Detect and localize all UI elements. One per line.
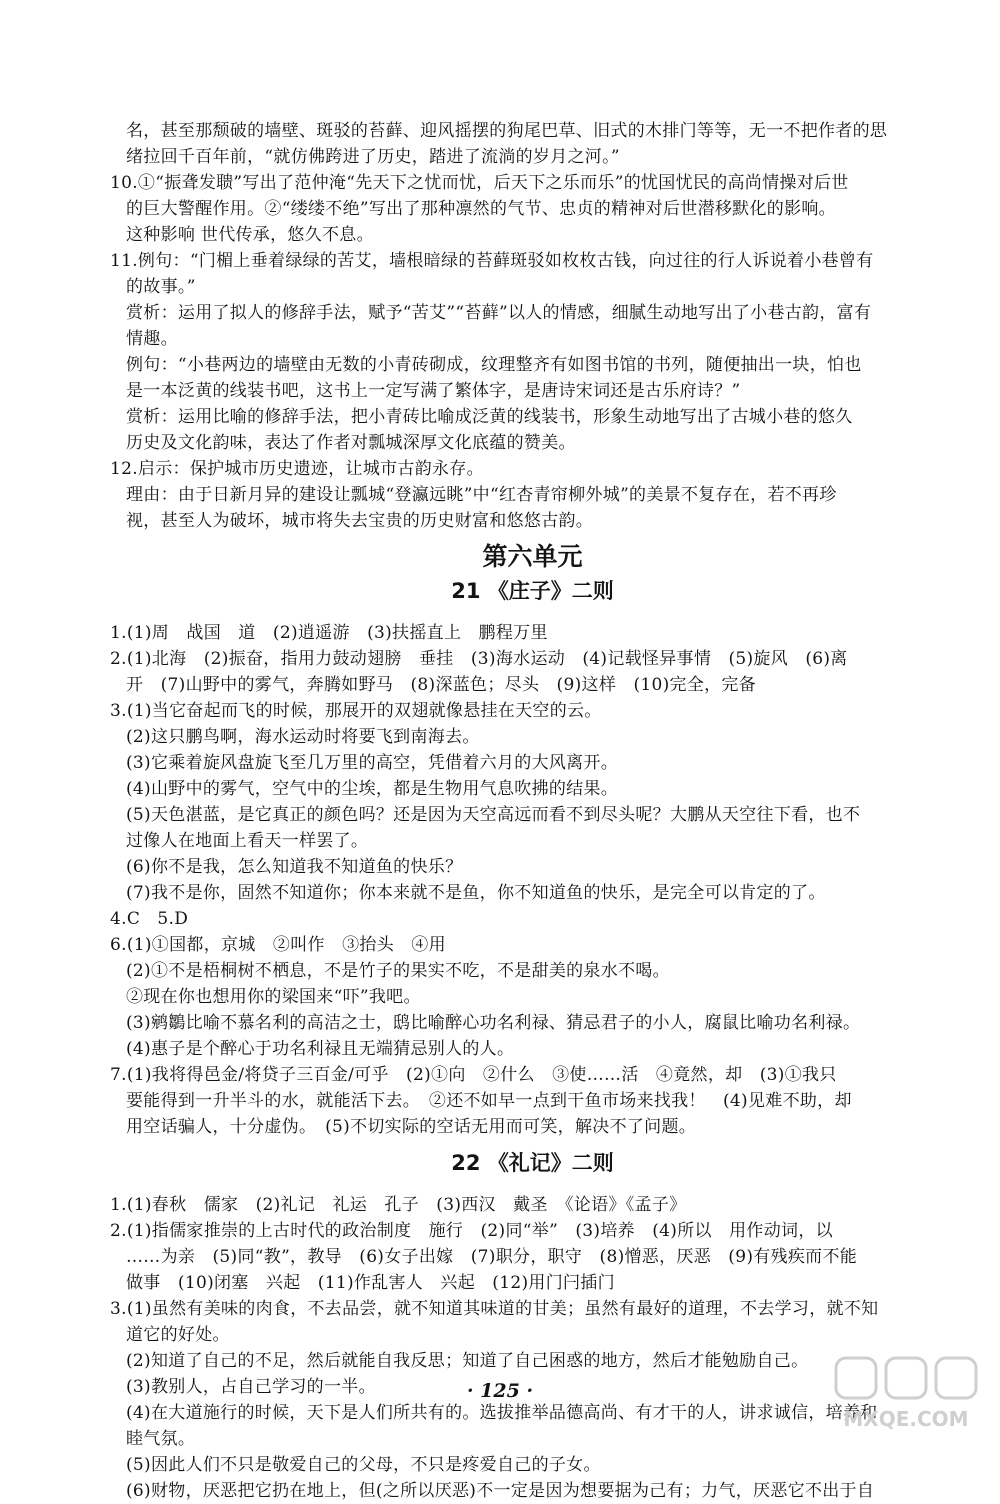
- answer-line: 过像人在地面上看天一样罢了。: [126, 831, 369, 851]
- answer-line: (5)因此人们不只是敬爱自己的父母，不只是疼爱自己的子女。: [126, 1455, 601, 1475]
- answer-line: (2)①不是梧桐树不栖息，不是竹子的果实不吃，不是甜美的泉水不喝。: [126, 961, 670, 981]
- answer-line: 11.例句：“门楣上垂着绿绿的苦艾，墙根暗绿的苔藓斑驳如枚枚古钱，向过往的行人诉说着小巷曾有: [110, 251, 874, 271]
- answer-line: 赏析：运用了拟人的修辞手法，赋予“苦艾”“苔藓”以人的情感，细腻生动地写出了小巷古韵，富有: [126, 303, 872, 323]
- answer-line: (3)鹓鶵比喻不慕名利的高洁之士，鸱比喻醉心功名利禄、猜忌君子的小人，腐鼠比喻功名利禄。: [126, 1013, 861, 1033]
- previous-section-answers: [110, 118, 955, 534]
- answer-line: 睦气氛。: [126, 1429, 196, 1449]
- answer-line: 2.(1)北海 (2)振奋，指用力鼓动翅膀 垂挂 (3)海水运动 (4)记载怪异事情 (5)旋风 (6)离: [110, 649, 848, 669]
- unit-title: 第六单元: [482, 542, 583, 571]
- answer-line: (7)我不是你，固然不知道你；你本来就不是鱼，你不知道鱼的快乐，是完全可以肯定的了。: [126, 883, 826, 903]
- answer-line: 3.(1)虽然有美味的肉食，不去品尝，就不知道其味道的甘美；虽然有最好的道理，不去学习，就不知: [110, 1299, 879, 1319]
- answer-line: (6)你不是我，怎么知道我不知道鱼的快乐？: [126, 857, 463, 877]
- answer-line: 要能得到一升半斗的水，就能活下去。 ②还不如早一点到干鱼市场来找我！ (4)见难不助，却: [126, 1091, 852, 1111]
- answer-line: 10.①“振聋发聩”写出了范仲淹“先天下之忧而忧，后天下之乐而乐”的忧国忧民的高尚情操对后世: [110, 173, 849, 193]
- answer-line: (4)山野中的雾气，空气中的尘埃，都是生物用气息吹拂的结果。: [126, 779, 619, 799]
- answer-line: 2.(1)指儒家推崇的上古时代的政治制度 施行 (2)同“举” (3)培养 (4)所以 用作动词，以: [110, 1221, 833, 1241]
- answer-line: 名，甚至那颓破的墙壁、斑驳的苔藓、迎风摇摆的狗尾巴草、旧式的木排门等等，无一不把作者的思: [126, 121, 888, 141]
- answer-line: (4)惠子是个醉心于功名利禄且无端猜忌别人的人。: [126, 1039, 515, 1059]
- lesson-22-answers: [110, 1192, 955, 1504]
- answer-line: 这种影响 世代传承，悠久不息。: [126, 225, 374, 245]
- answer-line: 赏析：运用比喻的修辞手法，把小青砖比喻成泛黄的线装书，形象生动地写出了古城小巷的悠久: [126, 407, 853, 427]
- answer-line: 的巨大警醒作用。②“缕缕不绝”写出了那种凛然的气节、忠贞的精神对后世潜移默化的影响。: [126, 199, 836, 219]
- answer-line: (3)它乘着旋风盘旋飞至几万里的高空，凭借着六月的大风离开。: [126, 753, 619, 773]
- lesson-21-answers: [110, 620, 955, 1140]
- answer-line: ②现在你也想用你的梁国来“吓”我吧。: [126, 987, 421, 1007]
- answer-line: 7.(1)我将得邑金/将贷子三百金/可乎 (2)①向 ②什么 ③使……活 ④竟然，却 (3)①我只: [110, 1065, 837, 1085]
- answer-line: 情趣。: [126, 329, 178, 349]
- watermark-text: MXQE.COM: [843, 1407, 969, 1431]
- lesson-22-title: 22 《礼记》二则: [451, 1151, 614, 1175]
- answer-line: 12.启示：保护城市历史遗迹，让城市古韵永存。: [110, 459, 484, 479]
- answer-line: (3)教别人，占自己学习的一半。: [126, 1377, 376, 1397]
- page-number: · 125 ·: [466, 1380, 534, 1402]
- answer-line: 开 (7)山野中的雾气，奔腾如野马 (8)深蓝色；尽头 (9)这样 (10)完全，完备: [126, 675, 757, 695]
- answer-line: 1.(1)春秋 儒家 (2)礼记 礼运 孔子 (3)西汉 戴圣 《论语》《孟子》: [110, 1195, 687, 1215]
- answer-page: [110, 118, 955, 1504]
- answer-line: ……为亲 (5)同“教”，教导 (6)女子出嫁 (7)职分，职守 (8)憎恶，厌恶 (9)有残疾而不能: [126, 1247, 858, 1267]
- answer-line: 做事 (10)闭塞 兴起 (11)作乱害人 兴起 (12)用门闩插门: [126, 1273, 615, 1293]
- answer-line: 的故事。”: [126, 277, 196, 297]
- answer-line: (5)天色湛蓝，是它真正的颜色吗？还是因为天空高远而看不到尽头呢？大鹏从天空往下看，也不: [126, 805, 861, 825]
- answer-line: 历史及文化韵味，表达了作者对瓢城深厚文化底蕴的赞美。: [126, 433, 576, 453]
- answer-line: 视，甚至人为破坏，城市将失去宝贵的历史财富和悠悠古韵。: [126, 511, 594, 531]
- answer-line: 4.C 5.D: [110, 909, 189, 929]
- answer-line: 是一本泛黄的线装书吧，这书上一定写满了繁体字，是唐诗宋词还是古乐府诗？”: [126, 381, 741, 401]
- answer-line: (6)财物，厌恶把它扔在地上，但(之所以厌恶)不一定是因为想要据为己有；力气，厌恶它不出于自: [126, 1481, 875, 1501]
- answer-line: 1.(1)周 战国 道 (2)逍遥游 (3)扶摇直上 鹏程万里: [110, 623, 548, 643]
- answer-line: 3.(1)当它奋起而飞的时候，那展开的双翅就像悬挂在天空的云。: [110, 701, 602, 721]
- answer-line: 例句：“小巷两边的墙壁由无数的小青砖砌成，纹理整齐有如图书馆的书列，随便抽出一块，怕也: [126, 355, 862, 375]
- answer-line: (2)知道了自己的不足，然后就能自我反思；知道了自己困惑的地方，然后才能勉励自己。: [126, 1351, 809, 1371]
- answer-line: (2)这只鹏鸟啊，海水运动时将要飞到南海去。: [126, 727, 480, 747]
- watermark-logo: [828, 1352, 988, 1434]
- answer-line: 道它的好处。: [126, 1325, 230, 1345]
- answer-line: 理由：由于日新月异的建设让瓢城“登瀛远眺”中“红杏青帘柳外城”的美景不复存在，若不再珍: [126, 485, 837, 505]
- answer-line: 用空话骗人，十分虚伪。 (5)不切实际的空话无用而可笑，解决不了问题。: [126, 1117, 697, 1137]
- lesson-21-title: 21 《庄子》二则: [451, 579, 614, 603]
- answer-line: 绪拉回千百年前，“就仿佛跨进了历史，踏进了流淌的岁月之河。”: [126, 147, 620, 167]
- answer-line: (4)在大道施行的时候，天下是人们所共有的。选拔推举品德高尚、有才干的人，讲求诚信，培养和: [126, 1403, 878, 1423]
- answer-line: 6.(1)①国都，京城 ②叫作 ③抬头 ④用: [110, 935, 446, 955]
